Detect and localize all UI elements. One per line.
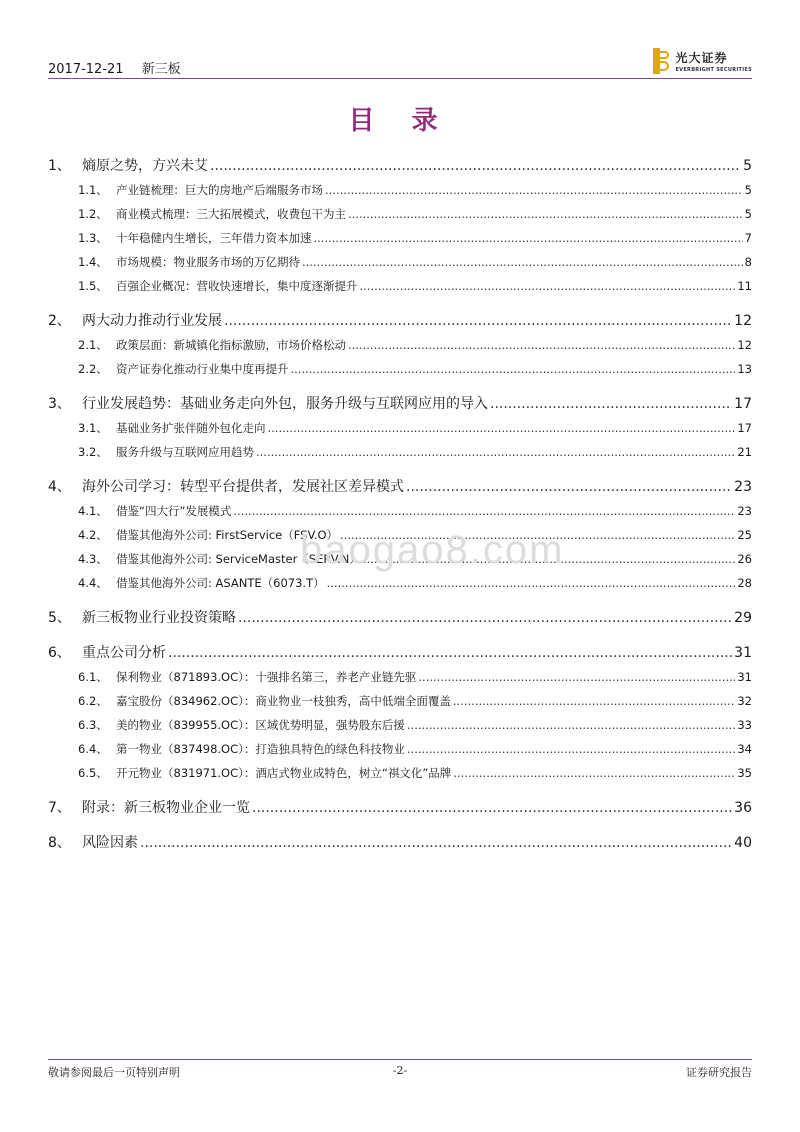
toc-entry-title: 政策层面：新城镇化指标激励，市场价格松动 (116, 338, 346, 352)
toc-entry-title: 熵原之势，方兴未艾 (82, 158, 208, 174)
toc-entry-title: 借鉴“四大行”发展模式 (116, 504, 232, 518)
toc-leader-dots (140, 831, 732, 855)
toc-entry-number: 6.1、 (78, 670, 108, 684)
toc-entry-title: 十年稳健内生增长，三年借力资本加速 (116, 231, 312, 245)
toc-entry-number: 6、 (48, 645, 71, 661)
toc-entry-title: 开元物业（831971.OC）：酒店式物业成特色，树立“祺文化”品牌 (116, 766, 452, 780)
toc-entry-page: 31 (737, 670, 752, 684)
toc-leader-dots (407, 713, 735, 737)
toc-entry[interactable] (48, 274, 752, 298)
toc-entry[interactable] (48, 226, 752, 250)
toc-entry[interactable] (48, 333, 752, 357)
toc-leader-dots (407, 737, 735, 761)
toc-leader-dots (233, 499, 735, 523)
toc-entry-page: 8 (744, 255, 752, 269)
toc-entry-number: 4.2、 (78, 528, 108, 542)
toc-entry-page: 29 (734, 610, 752, 626)
toc-entry-number: 1.3、 (78, 231, 108, 245)
toc-entry-number: 1.1、 (78, 183, 108, 197)
toc-entry-page: 17 (734, 396, 752, 412)
toc-leader-dots (302, 250, 743, 274)
toc-entry-title: 借鉴其他海外公司: ServiceMaster（SERV.N） (116, 552, 361, 566)
logo-mark-icon (653, 48, 669, 74)
toc-leader-dots (168, 641, 732, 665)
toc-leader-dots (406, 475, 732, 499)
toc-entry-number: 2.2、 (78, 362, 108, 376)
page-number: -2- (392, 1064, 408, 1077)
toc-leader-dots (252, 796, 732, 820)
toc-entry-page: 31 (734, 645, 752, 661)
toc-leader-dots (348, 202, 743, 226)
report-section: 新三板 (141, 62, 181, 77)
toc-entry-number: 1.5、 (78, 279, 108, 293)
toc-entry-page: 35 (737, 766, 752, 780)
toc-entry-number: 6.2、 (78, 694, 108, 708)
footer-disclaimer: 敬请参阅最后一页特别声明 (48, 1066, 180, 1079)
watermark: baogao8.com (300, 528, 565, 572)
toc-leader-dots (314, 226, 743, 250)
footer-divider (48, 1059, 752, 1060)
header-divider (48, 78, 752, 79)
toc-leader-dots (348, 333, 735, 357)
toc-entry[interactable] (48, 309, 752, 333)
toc-entry[interactable] (48, 202, 752, 226)
report-header (48, 58, 195, 77)
toc-entry-page: 34 (737, 742, 752, 756)
toc-entry-title: 美的物业（839955.OC）：区域优势明显，强势股东后援 (116, 718, 405, 732)
toc-entry-page: 13 (737, 362, 752, 376)
toc-leader-dots (291, 357, 736, 381)
toc-leader-dots (210, 154, 741, 178)
logo-chinese-name: 光大证券 (675, 51, 728, 65)
toc-entry-title: 两大动力推动行业发展 (82, 313, 222, 329)
toc-entry-number: 4.1、 (78, 504, 108, 518)
toc-entry-page: 40 (734, 835, 752, 851)
toc-leader-dots (418, 665, 735, 689)
toc-entry-number: 1.4、 (78, 255, 108, 269)
toc-entry-title: 海外公司学习：转型平台提供者，发展社区差异模式 (82, 479, 404, 495)
toc-entry[interactable] (48, 689, 752, 713)
toc-entry[interactable] (48, 250, 752, 274)
toc-entry-number: 1、 (48, 158, 71, 174)
toc-entry-title: 嘉宝股份（834962.OC）：商业物业一枝独秀，高中低端全面覆盖 (116, 694, 451, 708)
toc-entry-title: 行业发展趋势：基础业务走向外包，服务升级与互联网应用的导入 (82, 396, 488, 412)
toc-entry[interactable] (48, 357, 752, 381)
toc-entry-number: 1.2、 (78, 207, 108, 221)
report-date: 2017-12-21 (48, 62, 124, 77)
table-of-contents (48, 154, 752, 855)
toc-entry-page: 17 (737, 421, 752, 435)
toc-entry[interactable] (48, 761, 752, 785)
toc-leader-dots (268, 416, 736, 440)
toc-leader-dots (256, 440, 735, 464)
toc-entry-page: 23 (734, 479, 752, 495)
toc-entry-title: 第一物业（837498.OC）：打造独具特色的绿色科技物业 (116, 742, 405, 756)
toc-entry-page: 5 (744, 207, 752, 221)
toc-entry-page: 33 (737, 718, 752, 732)
toc-entry-number: 6.5、 (78, 766, 108, 780)
toc-entry-title: 基础业务扩张伴随外包化走向 (116, 421, 266, 435)
toc-entry-title: 商业模式梳理：三大拓展模式，收费包干为主 (116, 207, 346, 221)
logo-english-name: EVERBRIGHT SECURITIES (675, 67, 752, 73)
toc-entry-number: 3.2、 (78, 445, 108, 459)
toc-entry-number: 8、 (48, 835, 71, 851)
toc-entry-title: 产业链梳理：巨大的房地产后端服务市场 (116, 183, 323, 197)
toc-entry-number: 6.3、 (78, 718, 108, 732)
toc-entry-number: 3、 (48, 396, 71, 412)
toc-leader-dots (327, 571, 736, 595)
toc-entry[interactable] (48, 737, 752, 761)
toc-entry-title: 新三板物业行业投资策略 (82, 610, 236, 626)
toc-leader-dots (325, 178, 743, 202)
toc-entry-number: 4.3、 (78, 552, 108, 566)
toc-entry-title: 风险因素 (82, 835, 138, 851)
toc-entry-page: 11 (737, 279, 752, 293)
toc-entry-page: 26 (737, 552, 752, 566)
toc-entry[interactable] (48, 475, 752, 499)
toc-entry-page: 12 (734, 313, 752, 329)
toc-entry-title: 重点公司分析 (82, 645, 166, 661)
toc-entry-title: 借鉴其他海外公司: ASANTE（6073.T） (116, 576, 325, 590)
toc-entry-page: 36 (734, 800, 752, 816)
everbright-logo (653, 48, 752, 74)
page-title: 目 录 (348, 106, 452, 136)
toc-entry[interactable] (48, 713, 752, 737)
toc-entry-title: 资产证券化推动行业集中度再提升 (116, 362, 289, 376)
toc-entry-title: 保利物业（871893.OC）：十强排名第三，养老产业链先驱 (116, 670, 417, 684)
toc-entry-page: 25 (737, 528, 752, 542)
toc-entry[interactable] (48, 440, 752, 464)
toc-entry-page: 28 (737, 576, 752, 590)
toc-entry-page: 23 (737, 504, 752, 518)
toc-entry-page: 32 (737, 694, 752, 708)
toc-entry[interactable] (48, 831, 752, 855)
toc-entry[interactable] (48, 665, 752, 689)
toc-entry-title: 附录：新三板物业企业一览 (82, 800, 250, 816)
toc-entry-title: 借鉴其他海外公司: FirstService（FSV.O） (116, 528, 339, 542)
toc-entry-number: 7、 (48, 800, 71, 816)
toc-leader-dots (453, 689, 735, 713)
toc-entry-number: 4.4、 (78, 576, 108, 590)
toc-entry[interactable] (48, 499, 752, 523)
toc-entry-title: 市场规模：物业服务市场的万亿期待 (116, 255, 300, 269)
toc-leader-dots (360, 274, 736, 298)
toc-entry-page: 12 (737, 338, 752, 352)
toc-entry-page: 21 (737, 445, 752, 459)
toc-entry[interactable] (48, 571, 752, 595)
toc-entry-page: 5 (744, 183, 752, 197)
toc-entry-number: 6.4、 (78, 742, 108, 756)
toc-entry-number: 2、 (48, 313, 71, 329)
toc-entry-number: 4、 (48, 479, 71, 495)
toc-entry-title: 百强企业概况：营收快速增长，集中度逐渐提升 (116, 279, 358, 293)
footer-report-type: 证券研究报告 (686, 1066, 752, 1079)
toc-entry[interactable] (48, 178, 752, 202)
toc-entry-title: 服务升级与互联网应用趋势 (116, 445, 254, 459)
toc-entry-page: 7 (744, 231, 752, 245)
toc-leader-dots (490, 392, 732, 416)
toc-leader-dots (238, 606, 732, 630)
toc-entry[interactable] (48, 154, 752, 178)
toc-entry-number: 2.1、 (78, 338, 108, 352)
toc-entry[interactable] (48, 392, 752, 416)
toc-entry[interactable] (48, 606, 752, 630)
toc-entry-number: 3.1、 (78, 421, 108, 435)
toc-entry[interactable] (48, 641, 752, 665)
toc-entry-page: 5 (743, 158, 752, 174)
toc-entry-number: 5、 (48, 610, 71, 626)
toc-entry[interactable] (48, 416, 752, 440)
toc-leader-dots (224, 309, 732, 333)
toc-entry[interactable] (48, 796, 752, 820)
toc-leader-dots (453, 761, 735, 785)
